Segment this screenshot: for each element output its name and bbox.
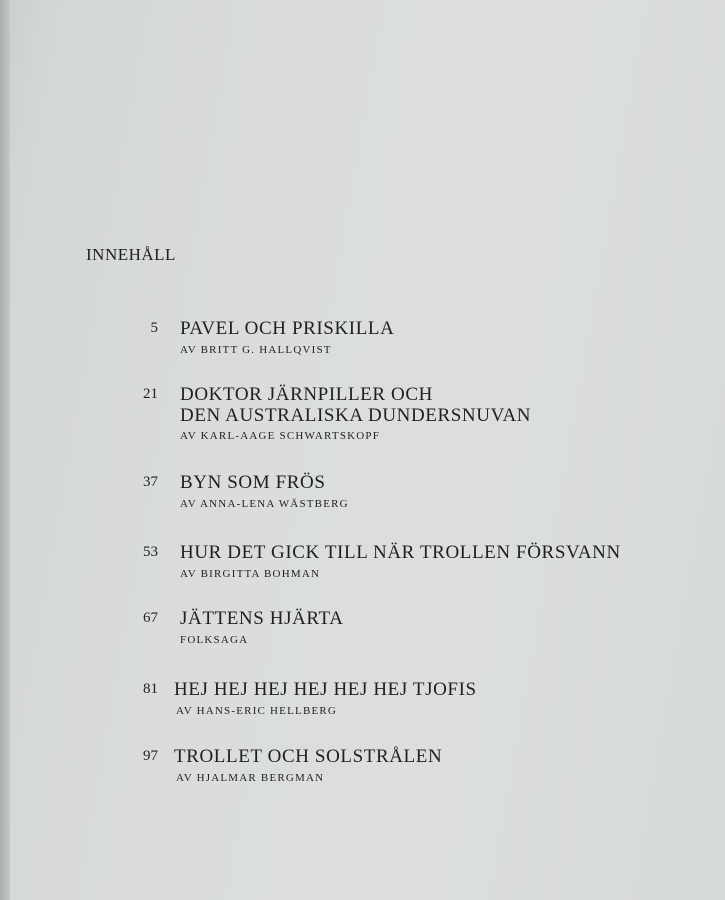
story-title — [180, 542, 621, 563]
story-author: AV ANNA-LENA WÄSTBERG — [180, 498, 349, 510]
story-title-line: HUR DET GICK TILL NÄR TROLLEN FÖRSVANN — [180, 542, 621, 563]
page-number: 21 — [143, 386, 158, 402]
toc-heading: INNEHÅLL — [86, 245, 176, 264]
story-author: AV BIRGITTA BOHMAN — [180, 568, 321, 580]
page-number: 5 — [150, 320, 158, 336]
story-title-line: TROLLET OCH SOLSTRÅLEN — [174, 746, 443, 767]
story-title — [174, 679, 477, 700]
page-number: 97 — [143, 748, 158, 764]
story-title-line: HEJ HEJ HEJ HEJ HEJ HEJ TJOFIS — [174, 679, 477, 700]
page-number: 53 — [143, 544, 158, 560]
story-author: FOLKSAGA — [180, 634, 249, 646]
page-edge-shadow — [0, 0, 10, 900]
story-title — [180, 318, 394, 339]
story-title-line: BYN SOM FRÖS — [180, 472, 326, 493]
page-number: 81 — [143, 681, 158, 697]
story-author: AV KARL-AAGE SCHWARTSKOPF — [180, 430, 381, 442]
story-title-line: DOKTOR JÄRNPILLER OCH — [180, 384, 433, 405]
page-number: 37 — [143, 474, 158, 490]
story-title-line: DEN AUSTRALISKA DUNDERSNUVAN — [180, 405, 532, 426]
page-number: 67 — [143, 610, 158, 626]
story-author: AV HANS-ERIC HELLBERG — [176, 705, 338, 717]
story-title — [180, 472, 326, 493]
story-author: AV BRITT G. HALLQVIST — [180, 344, 332, 356]
story-title — [180, 384, 531, 426]
story-title — [174, 746, 442, 767]
story-title — [180, 608, 344, 629]
story-title-line: JÄTTENS HJÄRTA — [180, 608, 344, 629]
story-author: AV HJALMAR BERGMAN — [176, 772, 325, 784]
story-title-line: PAVEL OCH PRISKILLA — [180, 318, 395, 339]
